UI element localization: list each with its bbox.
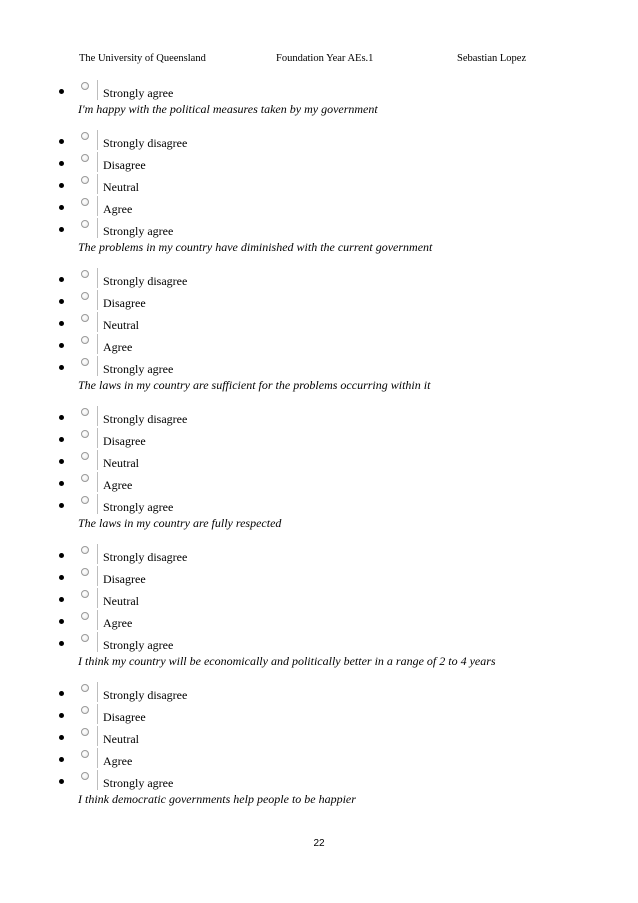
bullet-icon [59, 619, 64, 624]
option-label: Strongly agree [103, 224, 174, 238]
bullet-icon [59, 415, 64, 420]
radio-option[interactable] [0, 130, 638, 152]
question-text [0, 654, 638, 682]
bullet-icon [59, 553, 64, 558]
option-divider [97, 748, 98, 768]
radio-option[interactable] [0, 80, 638, 102]
bullet-icon [59, 691, 64, 696]
option-divider [97, 428, 98, 448]
option-divider [97, 152, 98, 172]
question-label: I'm happy with the political measures taken by my government [78, 102, 378, 116]
bullet-icon [59, 161, 64, 166]
option-label: Agree [103, 616, 133, 630]
option-divider [97, 682, 98, 702]
bullet-icon [59, 437, 64, 442]
option-label: Disagree [103, 158, 146, 172]
radio-button-icon[interactable] [81, 336, 89, 344]
bullet-icon [59, 459, 64, 464]
radio-option[interactable] [0, 770, 638, 792]
bullet-icon [59, 343, 64, 348]
radio-option[interactable] [0, 632, 638, 654]
option-label: Strongly agree [103, 86, 174, 100]
radio-button-icon[interactable] [81, 684, 89, 692]
radio-button-icon[interactable] [81, 452, 89, 460]
bullet-icon [59, 89, 64, 94]
radio-option[interactable] [0, 218, 638, 240]
option-label: Strongly disagree [103, 274, 188, 288]
radio-button-icon[interactable] [81, 132, 89, 140]
radio-button-icon[interactable] [81, 568, 89, 576]
option-label: Strongly agree [103, 362, 174, 376]
header-institution: The University of Queensland [79, 53, 206, 64]
option-label: Neutral [103, 594, 139, 608]
radio-option[interactable] [0, 566, 638, 588]
bullet-icon [59, 205, 64, 210]
radio-option[interactable] [0, 588, 638, 610]
option-label: Neutral [103, 180, 139, 194]
radio-button-icon[interactable] [81, 772, 89, 780]
question-label: I think democratic governments help people to be happier [78, 792, 356, 806]
option-divider [97, 174, 98, 194]
option-label: Disagree [103, 296, 146, 310]
bullet-icon [59, 641, 64, 646]
question-label: I think my country will be economically and politically better in a range of 2 to 4 years [78, 654, 496, 668]
radio-button-icon[interactable] [81, 474, 89, 482]
radio-option[interactable] [0, 610, 638, 632]
option-divider [97, 356, 98, 376]
option-label: Strongly disagree [103, 136, 188, 150]
radio-option[interactable] [0, 334, 638, 356]
bullet-icon [59, 183, 64, 188]
bullet-icon [59, 735, 64, 740]
bullet-icon [59, 139, 64, 144]
option-label: Strongly disagree [103, 550, 188, 564]
question-text [0, 102, 638, 130]
option-divider [97, 450, 98, 470]
option-divider [97, 268, 98, 288]
option-divider [97, 312, 98, 332]
option-label: Neutral [103, 732, 139, 746]
option-label: Neutral [103, 318, 139, 332]
radio-button-icon[interactable] [81, 314, 89, 322]
radio-option[interactable] [0, 290, 638, 312]
option-label: Disagree [103, 572, 146, 586]
bullet-icon [59, 277, 64, 282]
question-label: The problems in my country have diminished with the current government [78, 240, 433, 254]
radio-option[interactable] [0, 494, 638, 516]
option-label: Disagree [103, 434, 146, 448]
option-divider [97, 632, 98, 652]
radio-option[interactable] [0, 356, 638, 378]
radio-button-icon[interactable] [81, 590, 89, 598]
radio-option[interactable] [0, 748, 638, 770]
option-label: Strongly agree [103, 638, 174, 652]
radio-button-icon[interactable] [81, 612, 89, 620]
option-label: Agree [103, 478, 133, 492]
radio-button-icon[interactable] [81, 82, 89, 90]
radio-option[interactable] [0, 428, 638, 450]
option-label: Strongly agree [103, 500, 174, 514]
radio-option[interactable] [0, 152, 638, 174]
option-label: Strongly disagree [103, 688, 188, 702]
radio-button-icon[interactable] [81, 358, 89, 366]
bullet-icon [59, 299, 64, 304]
radio-option[interactable] [0, 682, 638, 704]
question-text [0, 516, 638, 544]
page-header [0, 53, 638, 67]
radio-option[interactable] [0, 268, 638, 290]
survey-content [0, 80, 638, 820]
radio-button-icon[interactable] [81, 198, 89, 206]
radio-option[interactable] [0, 174, 638, 196]
option-label: Neutral [103, 456, 139, 470]
option-divider [97, 196, 98, 216]
question-label: The laws in my country are fully respected [78, 516, 282, 530]
radio-button-icon[interactable] [81, 292, 89, 300]
option-label: Strongly agree [103, 776, 174, 790]
bullet-icon [59, 575, 64, 580]
radio-button-icon[interactable] [81, 634, 89, 642]
radio-button-icon[interactable] [81, 430, 89, 438]
option-divider [97, 290, 98, 310]
radio-option[interactable] [0, 704, 638, 726]
option-label: Disagree [103, 710, 146, 724]
bullet-icon [59, 779, 64, 784]
option-divider [97, 334, 98, 354]
option-divider [97, 704, 98, 724]
bullet-icon [59, 321, 64, 326]
radio-option[interactable] [0, 472, 638, 494]
bullet-icon [59, 597, 64, 602]
radio-button-icon[interactable] [81, 408, 89, 416]
option-divider [97, 610, 98, 630]
option-divider [97, 544, 98, 564]
radio-button-icon[interactable] [81, 750, 89, 758]
option-divider [97, 472, 98, 492]
bullet-icon [59, 503, 64, 508]
option-divider [97, 770, 98, 790]
bullet-icon [59, 713, 64, 718]
option-divider [97, 406, 98, 426]
option-divider [97, 588, 98, 608]
radio-option[interactable] [0, 196, 638, 218]
radio-option[interactable] [0, 450, 638, 472]
question-text [0, 792, 638, 820]
bullet-icon [59, 757, 64, 762]
question-label: The laws in my country are sufficient for the problems occurring within it [78, 378, 431, 392]
radio-button-icon[interactable] [81, 546, 89, 554]
option-divider [97, 566, 98, 586]
option-divider [97, 218, 98, 238]
option-label: Agree [103, 340, 133, 354]
radio-button-icon[interactable] [81, 176, 89, 184]
radio-button-icon[interactable] [81, 270, 89, 278]
option-divider [97, 494, 98, 514]
question-text [0, 240, 638, 268]
radio-button-icon[interactable] [81, 496, 89, 504]
option-label: Agree [103, 754, 133, 768]
question-text [0, 378, 638, 406]
option-label: Strongly disagree [103, 412, 188, 426]
page-number: 22 [313, 838, 325, 849]
radio-button-icon[interactable] [81, 728, 89, 736]
bullet-icon [59, 227, 64, 232]
option-label: Agree [103, 202, 133, 216]
option-divider [97, 726, 98, 746]
radio-option[interactable] [0, 726, 638, 748]
bullet-icon [59, 481, 64, 486]
radio-option[interactable] [0, 406, 638, 428]
radio-button-icon[interactable] [81, 220, 89, 228]
radio-button-icon[interactable] [81, 154, 89, 162]
header-course: Foundation Year AEs.1 [276, 53, 374, 64]
radio-option[interactable] [0, 312, 638, 334]
bullet-icon [59, 365, 64, 370]
option-divider [97, 130, 98, 150]
radio-button-icon[interactable] [81, 706, 89, 714]
option-divider [97, 80, 98, 100]
header-author: Sebastian Lopez [457, 53, 527, 64]
radio-option[interactable] [0, 544, 638, 566]
